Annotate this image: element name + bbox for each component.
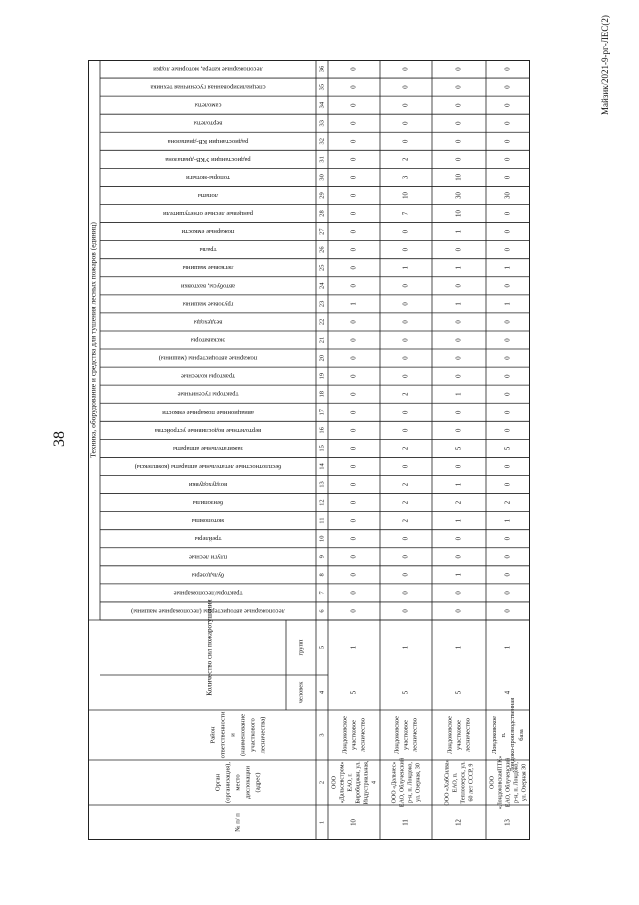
cell-value: 0 xyxy=(350,85,358,89)
equipment-col-label: бензопилы xyxy=(192,499,224,507)
cell-value: 1 xyxy=(504,266,512,270)
cell-value: 0 xyxy=(504,338,512,342)
cell-value: 0 xyxy=(504,609,512,613)
cell-organ: ООО «Дальнес» xyxy=(391,761,398,804)
cell-value: 0 xyxy=(350,103,358,107)
cell-value: 10 xyxy=(455,174,463,181)
cell-value: 1 xyxy=(455,573,463,577)
cell-organ: р-н, п. Лондоко, xyxy=(513,762,520,803)
cell-value: 2 xyxy=(402,518,410,523)
people-header: человек xyxy=(297,681,305,704)
cell-value: 0 xyxy=(455,591,463,595)
equipment-col-number: 29 xyxy=(318,192,326,199)
cell-district: Лондоковское xyxy=(393,716,401,754)
cell-value: 0 xyxy=(402,537,410,541)
cell-value: 1 xyxy=(504,302,512,306)
organ-header-text: Орган xyxy=(214,773,222,792)
equipment-col-label: авиационные пожарные емкости xyxy=(162,408,254,416)
equipment-col-number: 27 xyxy=(318,228,326,235)
cell-value: 0 xyxy=(350,374,358,378)
equipment-col-number: 19 xyxy=(318,372,326,380)
organ-header-text: дислокации xyxy=(244,765,252,800)
cell-value: 2 xyxy=(455,500,463,505)
cell-value: 1 xyxy=(455,229,463,234)
cell-value: 0 xyxy=(350,211,358,216)
equipment-col-number: 25 xyxy=(318,264,326,271)
cell-district: Лондоко-производственная xyxy=(508,697,516,773)
equipment-col-label: пожарные емкости xyxy=(181,228,235,236)
equipment-col-number: 35 xyxy=(318,83,326,91)
equipment-col-label: вездеходы xyxy=(193,318,223,326)
equipment-col-label: лопаты xyxy=(197,191,219,199)
cell-value: 1 xyxy=(455,266,463,270)
equipment-col-label: зажигательные аппараты xyxy=(173,444,243,452)
cell-people: 4 xyxy=(504,690,512,695)
equipment-col-number: 14 xyxy=(318,463,326,470)
cell-value: 0 xyxy=(350,482,358,487)
cell-value: 1 xyxy=(455,392,463,396)
cell-value: 0 xyxy=(402,410,410,414)
cell-value: 0 xyxy=(350,193,358,198)
cell-value: 0 xyxy=(350,266,358,270)
cell-value: 0 xyxy=(504,356,512,360)
cell-district: Лондоковское xyxy=(446,716,454,754)
cell-value: 0 xyxy=(402,247,410,252)
cell-value: 1 xyxy=(504,518,512,523)
cell-organ: 60 лет СССР, 9 xyxy=(468,763,475,802)
cell-value: 0 xyxy=(350,537,358,541)
cell-value: 0 xyxy=(350,410,358,414)
equipment-col-number: 20 xyxy=(318,354,326,362)
equipment-col-number: 11 xyxy=(318,517,326,524)
cell-value: 0 xyxy=(402,338,410,342)
cell-value: 0 xyxy=(504,175,512,180)
equipment-col-number: 12 xyxy=(318,499,326,506)
cell-value: 0 xyxy=(350,392,358,396)
cell-organ: 4 xyxy=(371,781,378,784)
equipment-col-label: экскаваторы xyxy=(190,336,226,344)
cell-value: 7 xyxy=(402,211,410,216)
cell-value: 2 xyxy=(402,157,410,162)
equipment-col-label: автобусы, вахтовки xyxy=(180,282,236,290)
page-number: 38 xyxy=(51,431,68,447)
district-header-text: ответственности xyxy=(219,711,227,759)
equipment-col-number: 31 xyxy=(318,156,326,163)
organ-header-text: (организация), xyxy=(224,762,232,803)
cell-value: 0 xyxy=(402,555,410,559)
cell-value: 0 xyxy=(504,537,512,541)
cell-value: 0 xyxy=(350,121,358,125)
equipment-col-label: грузовые машины xyxy=(182,300,234,308)
cell-value: 0 xyxy=(504,247,512,252)
cell-district: участковое xyxy=(455,720,463,750)
cell-value: 0 xyxy=(402,428,410,433)
cell-value: 30 xyxy=(455,192,463,199)
cell-value: 0 xyxy=(402,609,410,613)
cell-organ: ЕАО, п. xyxy=(452,772,459,793)
cell-value: 0 xyxy=(455,157,463,162)
cell-value: 0 xyxy=(350,518,358,523)
cell-district: лесничество xyxy=(359,718,367,752)
cell-value: 0 xyxy=(350,428,358,433)
cell-value: 0 xyxy=(350,356,358,360)
cell-people: 5 xyxy=(402,690,410,695)
cell-district: лесничество xyxy=(411,718,419,752)
cell-value: 0 xyxy=(402,121,410,125)
cell-value: 0 xyxy=(402,85,410,89)
equipment-col-label: воздуходувки xyxy=(188,481,228,489)
cell-value: 0 xyxy=(504,229,512,234)
equipment-col-label: бесплотностные летательные аппараты (комплексы) xyxy=(134,462,282,470)
equipment-col-label: тракторы/лесопожарные xyxy=(173,589,243,597)
cell-value: 0 xyxy=(350,320,358,324)
cell-value: 0 xyxy=(350,555,358,559)
cell-row-number: 13 xyxy=(504,819,512,826)
equipment-col-label: специализированная гусеничная техника xyxy=(150,83,266,91)
cell-organ: «Дальсевстром» xyxy=(339,761,346,804)
cell-organ: ООО xyxy=(331,776,338,789)
cell-value: 0 xyxy=(504,428,512,433)
cell-value: 0 xyxy=(504,139,512,143)
cell-value: 0 xyxy=(455,85,463,89)
cell-organ: Индустриальная, xyxy=(363,760,370,805)
header-col-number: 3 xyxy=(318,733,326,737)
cell-value: 2 xyxy=(504,500,512,505)
cell-value: 0 xyxy=(455,537,463,541)
equipment-col-number: 7 xyxy=(318,591,326,595)
cell-value: 0 xyxy=(504,284,512,288)
cell-value: 0 xyxy=(504,464,512,469)
forces-header: Количество сил пожаротушения xyxy=(205,599,214,696)
cell-value: 0 xyxy=(455,356,463,360)
cell-value: 0 xyxy=(455,464,463,469)
cell-value: 0 xyxy=(455,410,463,414)
equipment-col-label: радиостанции УКВ-диапазона xyxy=(165,155,251,163)
equipment-col-number: 23 xyxy=(318,300,326,308)
equipment-col-number: 8 xyxy=(318,573,326,577)
equipment-col-number: 9 xyxy=(318,555,326,559)
cell-organ: ул. Озерная 30 xyxy=(521,763,528,802)
cell-value: 0 xyxy=(350,139,358,143)
groups-header: групп xyxy=(297,639,305,656)
cell-value: 0 xyxy=(402,302,410,306)
cell-value: 0 xyxy=(350,591,358,595)
equipment-col-number: 33 xyxy=(318,119,326,127)
cell-organ: ЕАО, Облученский xyxy=(399,757,406,808)
equipment-col-number: 16 xyxy=(318,427,326,434)
equipment-col-label: радиостанции КВ-диапазона xyxy=(167,137,249,145)
equipment-table-svg xyxy=(88,60,530,840)
cell-value: 10 xyxy=(455,210,463,217)
cell-value: 0 xyxy=(455,320,463,324)
equipment-col-number: 36 xyxy=(318,65,326,73)
cell-value: 0 xyxy=(504,410,512,414)
equipment-col-number: 18 xyxy=(318,390,326,398)
cell-value: 0 xyxy=(402,139,410,143)
cell-groups: 1 xyxy=(402,645,410,650)
cell-value: 0 xyxy=(402,573,410,577)
cell-value: 0 xyxy=(455,428,463,433)
cell-value: 2 xyxy=(402,482,410,487)
cell-value: 5 xyxy=(504,446,512,451)
cell-value: 0 xyxy=(504,121,512,125)
cell-value: 0 xyxy=(455,374,463,378)
equipment-col-number: 13 xyxy=(318,481,326,488)
cell-organ: ЕАО, г. xyxy=(347,773,354,792)
cell-value: 10 xyxy=(402,192,410,199)
equipment-col-number: 6 xyxy=(318,609,326,613)
cell-value: 0 xyxy=(455,103,463,107)
cell-value: 2 xyxy=(402,446,410,451)
cell-value: 0 xyxy=(350,247,358,252)
cell-value: 0 xyxy=(402,320,410,324)
cell-organ: ООО xyxy=(489,776,496,789)
cell-value: 0 xyxy=(350,157,358,162)
cell-value: 0 xyxy=(350,284,358,288)
cell-organ: «ЛондоковскаяПТК» xyxy=(497,755,504,810)
cell-organ: ул. Озерная, 30 xyxy=(415,763,422,802)
equipment-col-number: 10 xyxy=(318,535,326,542)
district-header-text: Район xyxy=(209,726,217,744)
equipment-col-number: 24 xyxy=(318,282,326,290)
equipment-col-number: 21 xyxy=(318,336,326,344)
cell-district: база xyxy=(517,729,525,741)
cell-value: 0 xyxy=(350,573,358,577)
cell-value: 0 xyxy=(504,374,512,378)
cell-district: участковое xyxy=(402,720,410,750)
cell-people: 5 xyxy=(455,690,463,695)
cell-organ: Биробиджан, ул. xyxy=(355,761,362,804)
cell-organ: Теплоозерск, ул. xyxy=(460,761,467,804)
cell-value: 1 xyxy=(455,518,463,523)
cell-value: 0 xyxy=(504,573,512,577)
cell-value: 0 xyxy=(504,591,512,595)
equipment-col-number: 28 xyxy=(318,210,326,217)
header-col-number: 5 xyxy=(318,645,326,650)
cell-value: 1 xyxy=(402,266,410,270)
cell-value: 0 xyxy=(350,464,358,469)
cell-district: участковое xyxy=(350,720,358,750)
cell-value: 0 xyxy=(455,338,463,342)
cell-value: 0 xyxy=(402,374,410,378)
cell-value: 0 xyxy=(455,247,463,252)
cell-value: 0 xyxy=(350,67,358,71)
cell-district: лесничество xyxy=(464,718,472,752)
cell-value: 0 xyxy=(350,609,358,613)
cell-district: п. xyxy=(499,732,507,738)
cell-value: 0 xyxy=(402,67,410,71)
equipment-col-label: топоры-мотыги xyxy=(186,173,230,181)
equipment-table xyxy=(88,60,530,840)
header-col-number: 4 xyxy=(318,690,326,695)
cell-value: 0 xyxy=(504,392,512,396)
equipment-col-label: тралы xyxy=(199,246,217,254)
equipment-col-label: пожарные автоцистерны (машины) xyxy=(158,354,258,362)
cell-value: 0 xyxy=(350,338,358,342)
cell-value: 0 xyxy=(402,229,410,234)
equipment-col-number: 34 xyxy=(318,101,326,109)
equipment-col-number: 17 xyxy=(318,409,326,416)
cell-value: 0 xyxy=(504,67,512,71)
cell-district: Лондоковское xyxy=(341,716,349,754)
cell-row-number: 11 xyxy=(402,819,410,826)
cell-value: 0 xyxy=(402,103,410,107)
district-header-text: и xyxy=(229,733,237,737)
cell-groups: 1 xyxy=(455,645,463,650)
equipment-group-header: Техника, оборудование и средства для тушения лесных пожаров (единиц) xyxy=(88,222,98,458)
cell-organ: ООО «ХабСилва» xyxy=(444,759,451,806)
equipment-col-label: тракторы колесные xyxy=(180,372,236,380)
equipment-col-number: 15 xyxy=(318,445,326,452)
cell-value: 0 xyxy=(350,229,358,234)
cell-value: 30 xyxy=(504,192,512,199)
cell-value: 0 xyxy=(350,446,358,451)
equipment-col-label: легковые машины xyxy=(182,264,234,272)
cell-value: 0 xyxy=(350,500,358,505)
organ-header-text: место xyxy=(234,774,242,791)
cell-district: Лондоковское xyxy=(490,716,498,754)
cell-value: 0 xyxy=(455,67,463,71)
cell-organ: ЕАО, Облученский xyxy=(505,757,512,808)
cell-value: 0 xyxy=(402,464,410,469)
equipment-col-number: 22 xyxy=(318,318,326,326)
equipment-col-label: лесопожарные катера, моторные лодки xyxy=(153,65,263,73)
cell-value: 1 xyxy=(455,302,463,306)
equipment-col-label: ранцевые лесные огнетушители xyxy=(163,210,253,218)
equipment-col-label: тракторы гусеничные xyxy=(177,390,239,398)
document-code: Майзик/2021-9-рг-ЛЕС(2) xyxy=(600,15,610,115)
cell-people: 5 xyxy=(350,690,358,695)
cell-value: 0 xyxy=(402,591,410,595)
cell-value: 0 xyxy=(504,555,512,559)
cell-value: 0 xyxy=(504,103,512,107)
table-border xyxy=(89,61,530,840)
cell-value: 0 xyxy=(504,211,512,216)
district-header-text: (наименование xyxy=(239,713,247,757)
cell-organ: р-н, п. Лондоко, xyxy=(407,762,414,803)
cell-value: 0 xyxy=(504,482,512,487)
cell-value: 3 xyxy=(402,175,410,180)
cell-value: 0 xyxy=(455,609,463,613)
cell-value: 2 xyxy=(402,392,410,396)
header-col-number: 1 xyxy=(318,820,326,825)
equipment-col-number: 26 xyxy=(318,246,326,253)
cell-value: 0 xyxy=(455,121,463,125)
cell-value: 0 xyxy=(504,320,512,324)
equipment-col-label: лесопожарные автоцистерны (лесопожарные машины) xyxy=(131,607,285,615)
cell-value: 0 xyxy=(402,356,410,360)
header-col-number: 2 xyxy=(318,780,326,785)
cell-value: 0 xyxy=(504,85,512,89)
equipment-col-number: 32 xyxy=(318,138,326,145)
equipment-col-label: вертолеты xyxy=(193,119,223,127)
equipment-col-number: 30 xyxy=(318,174,326,181)
cell-value: 0 xyxy=(350,175,358,180)
cell-value: 2 xyxy=(402,500,410,505)
equipment-col-label: трейлеры xyxy=(194,535,222,543)
cell-value: 0 xyxy=(504,157,512,162)
cell-value: 1 xyxy=(455,482,463,487)
cell-value: 0 xyxy=(455,284,463,288)
equipment-col-label: вертолетные водосливные устройства xyxy=(154,426,262,434)
cell-value: 1 xyxy=(350,302,358,306)
cell-groups: 1 xyxy=(350,645,358,650)
equipment-col-label: мотопомпы xyxy=(191,517,225,525)
cell-value: 0 xyxy=(455,139,463,143)
equipment-col-label: бульдозеры xyxy=(191,571,225,579)
no-header: № п/ п xyxy=(234,813,242,832)
equipment-col-label: самолеты xyxy=(194,101,222,109)
district-header-text: участкового xyxy=(249,718,257,752)
cell-value: 5 xyxy=(455,446,463,451)
organ-header-text: (адрес) xyxy=(254,772,262,793)
cell-row-number: 10 xyxy=(350,819,358,826)
equipment-col-label: плуги лесные xyxy=(188,553,228,561)
cell-row-number: 12 xyxy=(455,819,463,826)
cell-value: 0 xyxy=(402,284,410,288)
district-header-text: лесничества) xyxy=(259,716,267,754)
cell-value: 0 xyxy=(455,555,463,559)
cell-groups: 1 xyxy=(504,645,512,650)
